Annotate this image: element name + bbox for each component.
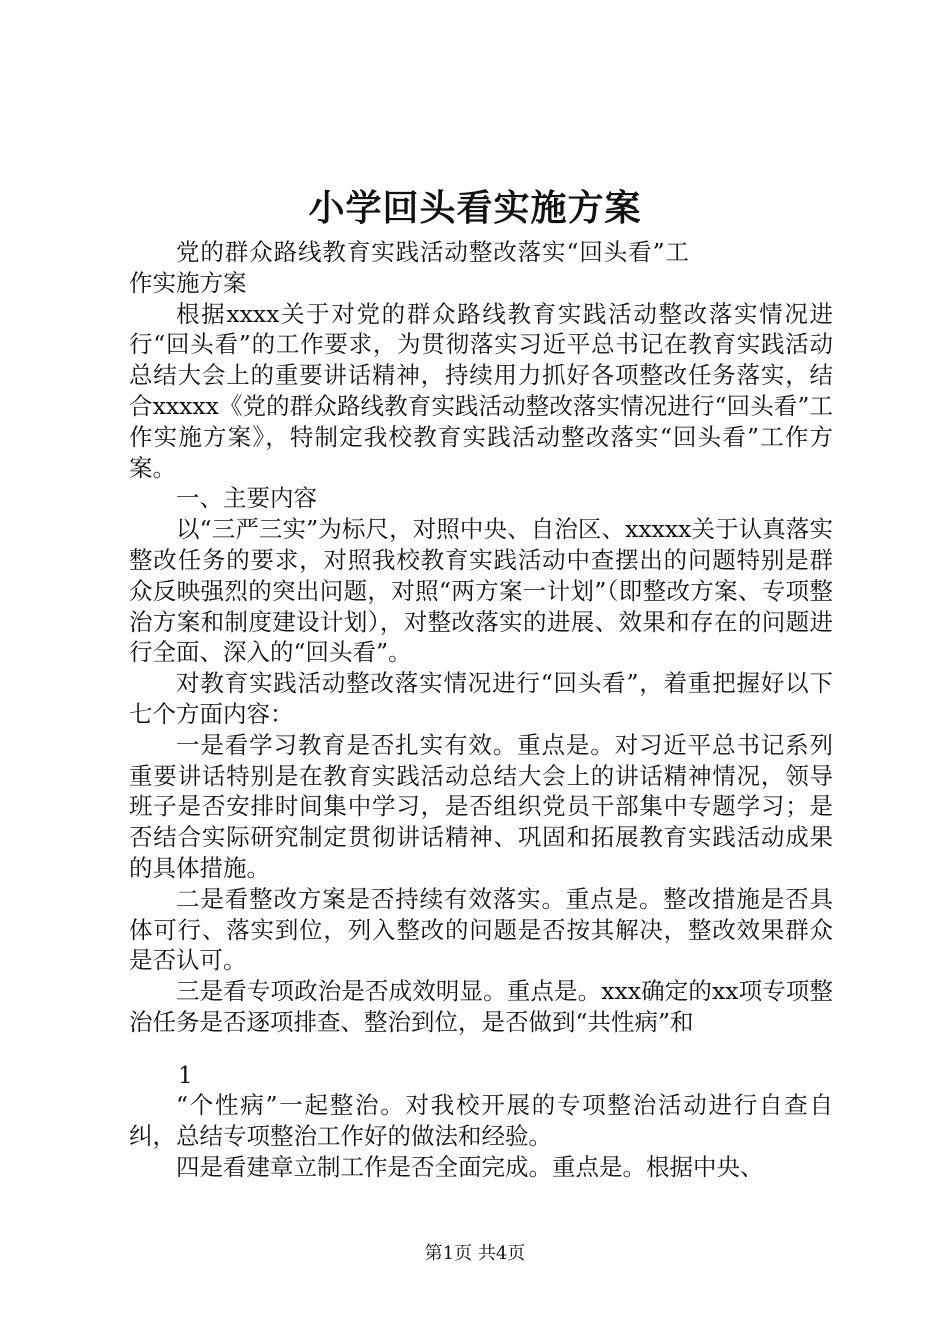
page-footer: 第1页 共4页: [424, 1243, 526, 1264]
paragraph: 四是看建章立制工作是否全面完成。重点是。根据中央、: [176, 1152, 764, 1181]
page-number-marker: 1: [178, 1063, 193, 1089]
paragraph-intro: 根据xxxx关于对党的群众路线教育实践活动整改落实情况进行“回头看”的工作要求，为贯彻落实习近平总书记在教育实践活动总结大会上的重要讲话精神，持续用力抓好各项整改任务落实，结合xxxxx《党的群众路线教育实践活动整改落实情况进行“回头看”工作实施方案》，特制定我校教育实践活动整改落实“回头看”工作方案。: [129, 299, 833, 482]
paragraph: “个性病”一起整治。对我校开展的专项整治活动进行自查自纠，总结专项整治工作好的做法和经验。: [129, 1091, 833, 1150]
document-title: 小学回头看实施方案: [308, 187, 642, 229]
document-body-continued: [129, 1090, 833, 1182]
paragraph: 二是看整改方案是否持续有效落实。重点是。整改措施是否具体可行、落实到位，列入整改的问题是否按其解决，整改效果群众是否认可。: [129, 884, 833, 975]
section-heading: 一、主要内容: [176, 484, 317, 513]
paragraph: 一是看学习教育是否扎实有效。重点是。对习近平总书记系列重要讲话特别是在教育实践活动总结大会上的讲话精神情况，领导班子是否安排时间集中学习，是否组织党员干部集中专题学习；是否结合实际研究制定贯彻讲话精神、巩固和拓展教育实践活动成果的具体措施。: [129, 730, 833, 882]
document-body: [129, 237, 833, 1038]
document-subtitle: 党的群众路线教育实践活动整改落实“回头看”工作实施方案: [129, 238, 689, 297]
paragraph: 对教育实践活动整改落实情况进行“回头看”，着重把握好以下七个方面内容：: [129, 669, 833, 728]
paragraph: 以“三严三实”为标尺，对照中央、自治区、xxxxx关于认真落实整改任务的要求，对照我校教育实践活动中查摆出的问题特别是群众反映强烈的突出问题，对照“两方案一计划”（即整改方案、专项整治方案和制度建设计划），对整改落实的进展、效果和存在的问题进行全面、深入的“回头看”。: [129, 515, 833, 667]
paragraph: 三是看专项政治是否成效明显。重点是。xxx确定的xx项专项整治任务是否逐项排查、整治到位，是否做到“共性病”和: [129, 977, 833, 1036]
